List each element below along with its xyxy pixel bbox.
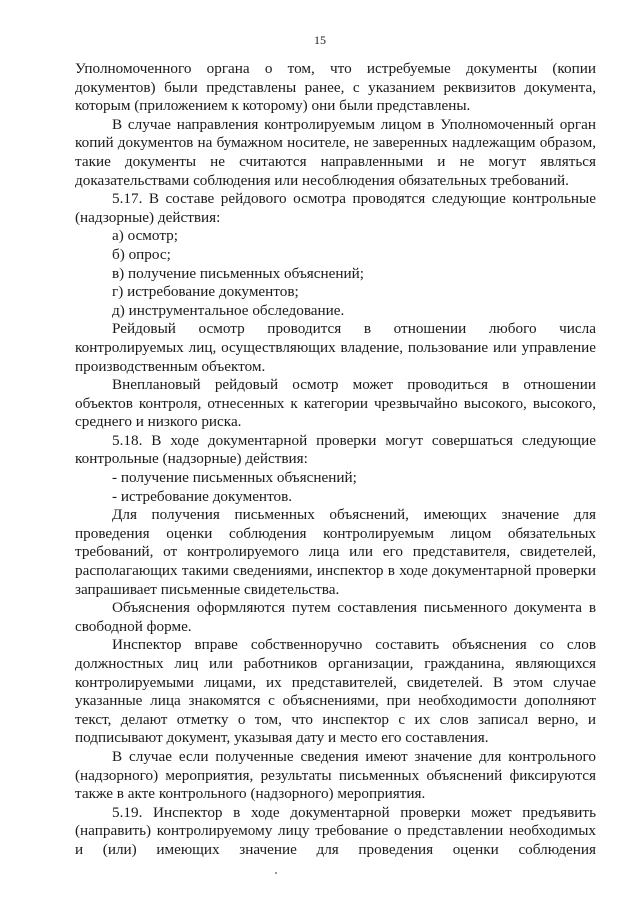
text-line: Внеплановый рейдовый осмотр может проводиться в отношении (112, 376, 596, 394)
text-line: В случае направления контролируемым лицом в Уполномоченный орган (112, 115, 596, 133)
text-line: свободной форме. (75, 617, 192, 635)
text-line: располагающих такими сведениями, инспектор в ходе документарной проверки (75, 562, 596, 580)
list-item: б) опрос; (112, 245, 171, 263)
text-line: Объяснения оформляются путем составления письменного документа в (112, 599, 596, 617)
list-item: в) получение письменных объяснений; (112, 264, 365, 282)
text-line: Инспектор вправе собственноручно составить объяснения со слов (112, 636, 596, 654)
page-number: 15 (314, 33, 326, 47)
list-item: - получение письменных объяснений; (112, 469, 357, 487)
text-line: запрашивает письменные свидетельства. (75, 580, 340, 598)
text-line: В случае если полученные сведения имеют значение для контрольного (112, 747, 596, 765)
text-line: также в акте контрольного (надзорного) мероприятия. (75, 785, 426, 803)
text-line: контролируемыми лицами, их представителей, свидетелей. В этом случае (75, 673, 596, 691)
text-line: доказательствами соблюдения или несоблюдения обязательных требований. (75, 171, 569, 189)
text-line: такие документы не считаются направленными и не могут являться (75, 152, 596, 170)
list-item: д) инструментальное обследование. (112, 301, 345, 319)
list-item: - истребование документов. (112, 487, 293, 505)
text-line: должностных лиц или работников организации, гражданина, являющихся (75, 655, 596, 672)
text-line: 5.18. В ходе документарной проверки могут совершаться следующие (112, 431, 596, 449)
text-line: документов) были представлены ранее, с указанием реквизитов документа, (75, 78, 596, 96)
text-line: указанные лица знакомятся с объяснениями, при необходимости дополняют (75, 692, 596, 710)
text-line: (надзорного) мероприятия, результаты письменных объяснений фиксируются (75, 766, 596, 784)
text-line: требований, от контролируемого лица или его представителя, свидетелей, (75, 543, 596, 561)
list-item: г) истребование документов; (112, 283, 299, 301)
text-line: текст, делают отметку о том, что инспектор с их слов записал верно, и (75, 710, 596, 728)
scan-speck (275, 872, 277, 874)
text-line: Уполномоченного органа о том, что истребуемые документы (копии (75, 60, 596, 77)
text-line: которым (приложением к которому) они были представлены. (75, 97, 471, 115)
text-line: производственным объектом. (75, 357, 266, 375)
text-line: контролируемых лиц, осуществляющих владение, пользование или управление (75, 338, 596, 356)
document-body (75, 60, 596, 860)
text-line: контрольные (надзорные) действия: (75, 450, 308, 468)
text-line: Для получения письменных объяснений, имеющих значение для (112, 506, 596, 524)
text-line: объектов контроля, отнесенных к категории чрезвычайно высокого, высокого, (75, 394, 596, 412)
text-line: 5.17. В составе рейдового осмотра проводятся следующие контрольные (112, 190, 596, 208)
text-line: среднего и низкого риска. (75, 413, 242, 431)
list-item: а) осмотр; (112, 227, 178, 245)
text-line: подписывают документ, указывая дату и место его составления. (75, 729, 489, 747)
text-line: 5.19. Инспектор в ходе документарной проверки может предъявить (112, 803, 596, 821)
text-line: и (или) имеющих значение для проведения оценки соблюдения (75, 840, 596, 858)
text-line: Рейдовый осмотр проводится в отношении любого числа (112, 320, 596, 338)
text-line: (надзорные) действия: (75, 208, 221, 226)
text-line: копий документов на бумажном носителе, не заверенных надлежащим образом, (75, 134, 596, 152)
text-line: (направить) контролируемому лицу требование о представлении необходимых (75, 822, 596, 840)
text-line: проведения оценки соблюдения контролируемым лицом обязательных (75, 524, 596, 542)
